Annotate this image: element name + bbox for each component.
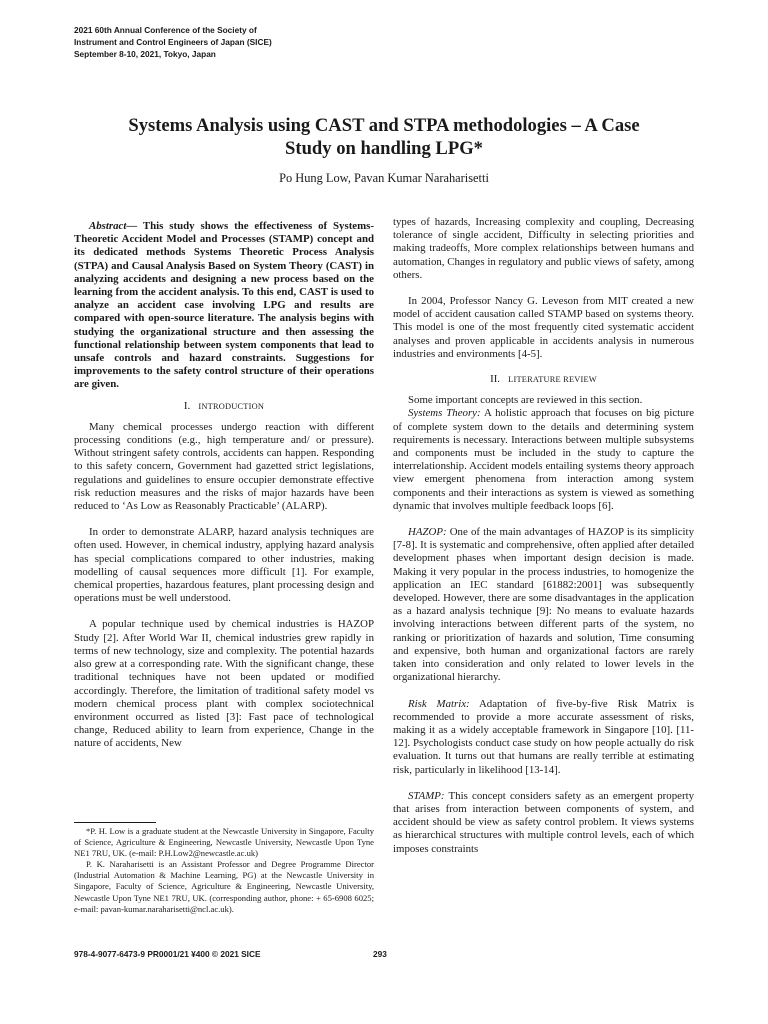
literature-intro: Some important concepts are reviewed in this section. <box>408 394 643 407</box>
right-column <box>393 216 694 856</box>
systems-theory-label: Systems Theory: <box>408 407 481 420</box>
risk-matrix-paragraph <box>393 698 694 777</box>
footnote-divider <box>74 822 156 823</box>
leveson-paragraph: In 2004, Professor Nancy G. Leveson from MIT created a new model of accident causation called STAMP based on systems theory. This model is one of the most frequently cited systematic accident analyses and proven applicable in accidents analysis in numerous industries and environments [4-5]. <box>393 295 694 360</box>
section-heading-literature-review <box>393 373 694 386</box>
stamp-label: STAMP: <box>408 789 445 802</box>
risk-matrix-label: Risk Matrix: <box>408 697 470 710</box>
section-title: LITERATURE REVIEW <box>508 375 597 385</box>
left-column <box>74 220 374 751</box>
stamp-text: This concept considers safety as an emergent property that arises from interaction between components of system, and accident should be view as safety control problem. It views systems as hierarchical structures with multiple control levels, each of which imposes constraints <box>393 789 694 855</box>
risk-matrix-text: Adaptation of five-by-five Risk Matrix is recommended to provide a more accurate assessment of risks, making it as a widely acceptable framework in Singapore [10]. [11-12]. Psychologists conduct case study on how people actually do risk evaluation. It turns out that humans are really terrible at estimating risk, particularly in likelihood [13-14]. <box>393 697 694 776</box>
isbn-footer: 978-4-9077-6473-9 PR0001/21 ¥400 © 2021 SICE <box>74 949 261 959</box>
conference-line-2: Instrument and Control Engineers of Japan (SICE) <box>74 37 272 47</box>
conference-line-1: 2021 60th Annual Conference of the Society of <box>74 25 257 35</box>
intro-paragraph-2: In order to demonstrate ALARP, hazard analysis techniques are often used. However, in chemical industry, applying hazard analysis has special complications compared to other industries, making modelling of causal sequences more difficult [1]. For example, chemical properties, hazardous features, plant processing design and operations must be well understood. <box>74 526 374 605</box>
footnote-author-1: *P. H. Low is a graduate student at the Newcastle University in Singapore, Faculty of Science, Agriculture & Engineering, Newcastle University, Newcastle Upon Tyne NE1 7RU, UK. (e-mail: P.H.Low2@newcastle.ac.uk) <box>74 826 374 859</box>
intro-continuation: types of hazards, Increasing complexity and coupling, Decreasing tolerance of single accident, Difficulty in selecting priorities and making tradeoffs, More complex relationships between humans and automation, Changes in regulatory and public views of safety, among others. <box>393 216 694 281</box>
paper-title <box>70 114 698 160</box>
intro-paragraph-1: Many chemical processes undergo reaction with different processing conditions (e.g., high temperature and/ or pressure). Without stringent safety controls, accidents can happen. Responding to this safety concern, Government had gazetted strict legislations, regulations and guidelines to ensure occupier demonstrate effective risk reduction measures and the risks of major hazards have been reduced to ‘As Low as Reasonably Practicable’ (ALARP). <box>74 420 374 513</box>
abstract-label: Abstract— <box>89 220 138 232</box>
footnotes <box>74 826 374 915</box>
section-numeral: I. <box>183 399 191 412</box>
hazop-paragraph <box>393 526 694 684</box>
section-numeral: II. <box>490 373 501 386</box>
hazop-label: HAZOP: <box>408 526 447 539</box>
abstract <box>74 220 374 392</box>
conference-header <box>74 24 272 60</box>
title-line-1: Systems Analysis using CAST and STPA methodologies – A Case <box>128 115 640 136</box>
page-number: 293 <box>373 949 387 959</box>
section-title: INTRODUCTION <box>198 401 265 411</box>
hazop-text: One of the main advantages of HAZOP is its simplicity [7-8]. It is systematic and comprehensive, often applied after detailed development phases when important design decision is made. Making it very popular in the process industries, to homogenize the application an IEC standard [61882:2001] was subsequently developed. However, there are some disadvantages in the application as a hazard analysis technique [9]: No means to evaluate hazards involving interactions between different parts of the system, no ranking or prioritization of hazards and solution, Time consuming and expensive, both human and organizational factors are rarely taken into consideration and only related to lower levels in the organizational hierarchy. <box>393 526 694 684</box>
conference-line-3: September 8-10, 2021, Tokyo, Japan <box>74 49 216 59</box>
abstract-text: This study shows the effectiveness of Systems-Theoretic Accident Model and Processes (STAMP) concept and its dedicated methods Systems Theoretic Process Analysis (STPA) and Causal Analysis Based on System Theory (CAST) in analyzing accidents and designing a new process based on the learning from the accident analysis. To this end, CAST is used to analyze an accident case involving LPG and results are compared with open-source literature. The analysis begins with studying the organizational structure and then assessing the functional relationship between system components that lead to unsafe controls and hazard constraints. Suggestions for improvements to the safety control structure of their operations are given. <box>74 220 374 391</box>
systems-theory-paragraph <box>393 407 694 513</box>
intro-paragraph-3: A popular technique used by chemical industries is HAZOP Study [2]. After World War II, chemical industries grew rapidly in terms of new technology, size and complexity. The potential hazards also grew at a corresponding rate. With the significant change, these traditional techniques have not been updated or modified accordingly. Therefore, the limitation of traditional safety model vs modern chemical process plant with complex sociotechnical environment occurred as listed [3]: Fast pace of technological change, Reduced ability to learn from experience, Change in the nature of accidents, New <box>74 618 374 750</box>
author-list: Po Hung Low, Pavan Kumar Naraharisetti <box>279 171 489 185</box>
title-line-2: Study on handling LPG* <box>285 138 483 159</box>
stamp-paragraph <box>393 790 694 856</box>
section-heading-introduction <box>74 400 374 413</box>
footnote-author-2: P. K. Naraharisetti is an Assistant Professor and Degree Programme Director (Industrial Automation & Machine Learning, PG) at the Newcastle University in Singapore, Faculty of Science, Agriculture & Engineering, Newcastle University, Newcastle Upon Tyne NE1 7RU, UK. (corresponding author, phone: + 65-6908 6025; e-mail: pavan-kumar.naraharisetti@ncl.ac.uk). <box>74 859 374 914</box>
systems-theory-text: A holistic approach that focuses on big picture of complete system down to the details and determining system requirements is necessary. Interactions between multiple subsystems and components must be included in the study to capture the interrelationship. Accident models entailing systems theory approach view emergent phenomena from interaction among system components and their interactions as system is viewed as something dynamic that involves multiple feedback loops [6]. <box>393 407 695 512</box>
